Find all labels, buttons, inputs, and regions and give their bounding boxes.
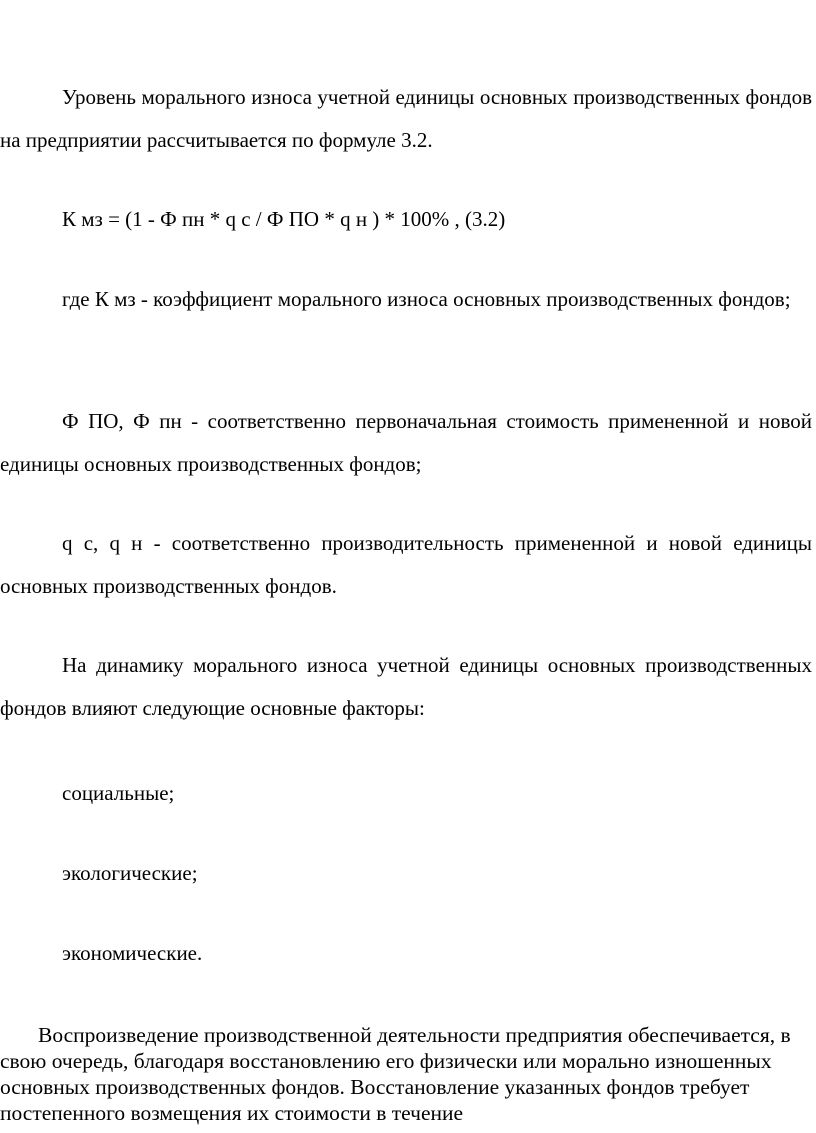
paragraph-intro: Уровень морального износа учетной единицы основных производственных фондов на предприятии рассчитывается по формуле 3.2.: [0, 85, 812, 152]
paragraph-definition-fpo: Ф ПО, Ф пн - соответственно первоначальная стоимость примененной и новой единицы основных производственных фондов;: [0, 409, 812, 476]
paragraph-definition-q: q c, q н - соответственно производительность примененной и новой единицы основных производственных фондов.: [0, 531, 812, 598]
factor-item-economic: экономические.: [62, 941, 203, 965]
factor-item-social: социальные;: [62, 781, 175, 805]
paragraph-definition-kmz: где К мз - коэффициент морального износа основных производственных фондов;: [62, 287, 791, 311]
paragraph-reproduction: Воспроизведение производственной деятельности предприятия обеспечивается, в свою очередь, благодаря восстановлению его физически или морально изношенных основных производственных фондов. Восстановление указанных фондов требует постепенного возмещения их стоимости в течение: [0, 1023, 791, 1125]
paragraph-factors-intro: На динамику морального износа учетной единицы основных производственных фондов влияют следующие основные факторы:: [0, 653, 812, 720]
formula-line: К мз = (1 - Ф пн * q c / Ф ПО * q н ) * 100% , (3.2): [62, 207, 506, 231]
factor-item-ecological: экологические;: [62, 861, 198, 885]
